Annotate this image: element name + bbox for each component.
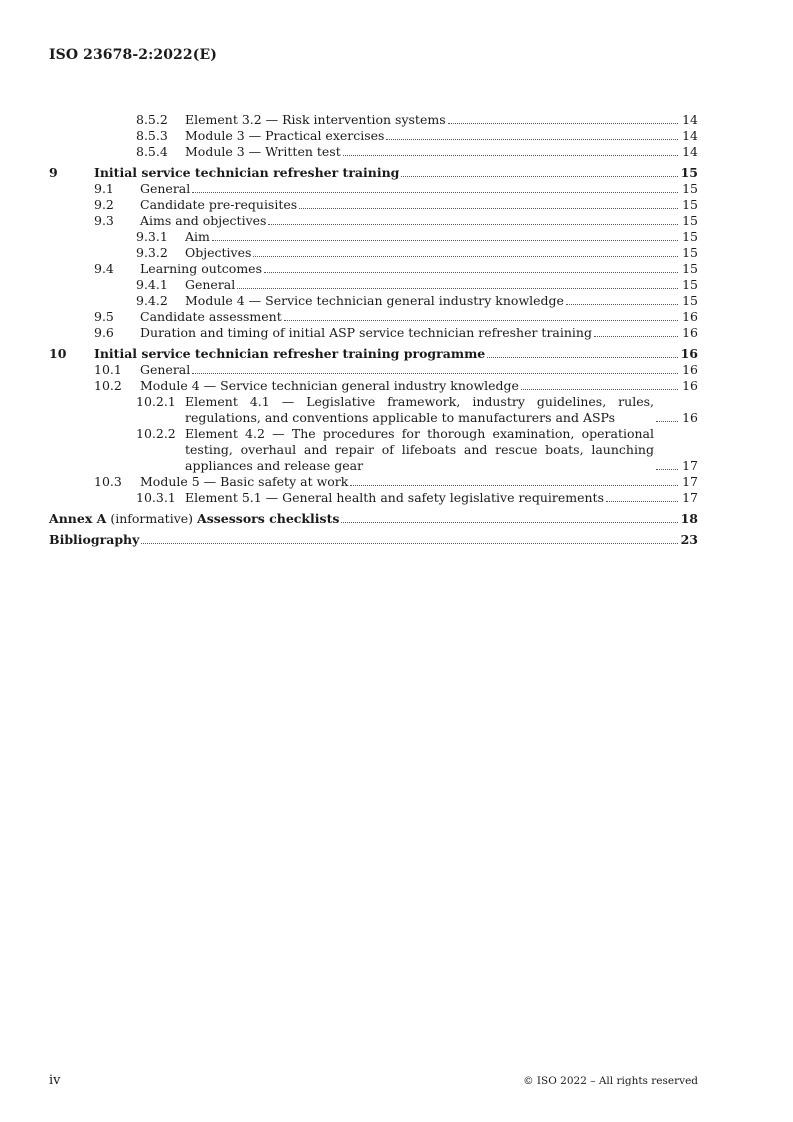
- dot-leader: [656, 469, 678, 470]
- toc-entry-number: 9.3.1: [136, 229, 168, 244]
- toc-entry-page: 15: [682, 245, 698, 260]
- toc-entry-page: 16: [682, 325, 698, 340]
- toc-entry[interactable]: [49, 346, 698, 362]
- dot-leader: [284, 320, 678, 321]
- toc-entry-number: 9.1: [94, 181, 114, 196]
- toc-entry-title: General: [140, 362, 191, 377]
- dot-leader: [192, 373, 678, 374]
- toc-entry-title: Learning outcomes: [140, 261, 262, 276]
- toc-entry[interactable]: [49, 213, 698, 229]
- toc-entry-title: Objectives: [185, 245, 252, 260]
- toc-entry-title: Element 4.2 — The procedures for thorough examination, operational testing, overhaul and repair of lifeboats and rescue boats, launching appliances and release gear: [185, 426, 654, 473]
- dot-leader: [656, 421, 678, 422]
- toc-entry-title: Aim: [185, 229, 210, 244]
- toc-entry-page: 17: [682, 474, 698, 489]
- dot-leader: [212, 240, 678, 241]
- toc-entry-number: 9.2: [94, 197, 114, 212]
- toc-entry-page: 15: [682, 213, 698, 228]
- toc-entry[interactable]: [49, 293, 698, 309]
- toc-entry[interactable]: [49, 197, 698, 213]
- toc-entry-page: 16: [682, 410, 698, 425]
- dot-leader: [606, 501, 678, 502]
- toc-entry-page: 15: [682, 277, 698, 292]
- dot-leader: [192, 192, 678, 193]
- toc-entry-page: 15: [682, 181, 698, 196]
- toc-entry[interactable]: [49, 532, 698, 548]
- toc-entry-page: 15: [682, 229, 698, 244]
- annex-prefix: Annex A: [49, 511, 107, 526]
- toc-entry-title: Module 5 — Basic safety at work: [140, 474, 349, 489]
- toc-entry-title: Element 3.2 — Risk intervention systems: [185, 112, 446, 127]
- toc-entry-page: 16: [682, 378, 698, 393]
- toc-entry-title: General: [185, 277, 236, 292]
- dot-leader: [141, 543, 678, 544]
- dot-leader: [521, 389, 678, 390]
- toc-entry-number: 9.3.2: [136, 245, 168, 260]
- toc-entry-page: 14: [682, 112, 698, 127]
- toc-entry[interactable]: [49, 277, 698, 293]
- toc-entry-page: 14: [682, 144, 698, 159]
- toc-entry[interactable]: [49, 490, 698, 506]
- toc-entry-number: 10.3: [94, 474, 122, 489]
- toc-entry-title: General: [140, 181, 191, 196]
- dot-leader: [237, 288, 678, 289]
- toc-entry-page: 15: [682, 197, 698, 212]
- toc-entry-page: 16: [682, 309, 698, 324]
- toc-entry-number: 10.3.1: [136, 490, 176, 505]
- toc-entry[interactable]: [49, 245, 698, 261]
- toc-entry-number: 9.3: [94, 213, 114, 228]
- document-header: ISO 23678-2:2022(E): [49, 47, 217, 63]
- copyright-notice: © ISO 2022 – All rights reserved: [523, 1075, 698, 1087]
- toc-entry[interactable]: [49, 112, 698, 128]
- toc-entry-number: 9.6: [94, 325, 114, 340]
- toc-entry-page: 15: [682, 261, 698, 276]
- dot-leader: [566, 304, 678, 305]
- toc-entry-title: [49, 511, 339, 527]
- toc-entry[interactable]: [49, 362, 698, 378]
- dot-leader: [350, 485, 678, 486]
- toc-entry[interactable]: [49, 144, 698, 160]
- toc-entry-title: Element 5.1 — General health and safety legislative requirements: [185, 490, 604, 505]
- toc-entry-page: 17: [682, 490, 698, 505]
- dot-leader: [253, 256, 678, 257]
- toc-entry-number: 10.2: [94, 378, 122, 393]
- toc-entry[interactable]: [49, 394, 698, 426]
- toc-entry[interactable]: [49, 229, 698, 245]
- dot-leader: [401, 176, 678, 177]
- dot-leader: [386, 139, 678, 140]
- toc-entry-number: 8.5.2: [136, 112, 168, 127]
- toc-entry-number: 9.4.1: [136, 277, 168, 292]
- toc-entry-title: Bibliography: [49, 532, 140, 547]
- annex-title: Assessors checklists: [197, 511, 340, 526]
- toc-entry-number: 8.5.3: [136, 128, 168, 143]
- dot-leader: [264, 272, 678, 273]
- toc-entry[interactable]: [49, 128, 698, 144]
- toc-entry-title: Candidate pre-requisites: [140, 197, 298, 212]
- toc-entry-number: 10.2.2: [136, 426, 176, 441]
- page-number: iv: [49, 1073, 61, 1088]
- toc-entry-title: Module 4 — Service technician general industry knowledge: [185, 293, 564, 308]
- toc-entry-title: Element 4.1 — Legislative framework, industry guidelines, rules, regulations, and conventions applicable to manufacturers and ASPs: [185, 394, 654, 425]
- toc-entry-title: Module 3 — Written test: [185, 144, 341, 159]
- toc-entry-page: 16: [682, 362, 698, 377]
- toc-entry[interactable]: [49, 165, 698, 181]
- toc-entry[interactable]: [49, 511, 698, 527]
- toc-entry-number: 9.4.2: [136, 293, 168, 308]
- toc-entry-page: 15: [682, 293, 698, 308]
- annex-label: (informative): [106, 511, 198, 526]
- toc-entry-title: Initial service technician refresher training programme: [94, 346, 486, 361]
- toc-entry-number: 9: [49, 165, 58, 180]
- toc-entry-page: 15: [680, 165, 698, 180]
- toc-entry-number: 10.1: [94, 362, 122, 377]
- toc-entry-title: Module 3 — Practical exercises: [185, 128, 385, 143]
- toc-entry-number: 9.5: [94, 309, 114, 324]
- table-of-contents: [49, 112, 698, 548]
- dot-leader: [341, 522, 678, 523]
- toc-entry-title: Initial service technician refresher training: [94, 165, 400, 180]
- toc-entry[interactable]: [49, 474, 698, 490]
- toc-entry-title: Duration and timing of initial ASP service technician refresher training: [140, 325, 592, 340]
- toc-entry-number: 8.5.4: [136, 144, 168, 159]
- dot-leader: [268, 224, 678, 225]
- dot-leader: [343, 155, 678, 156]
- toc-entry[interactable]: [49, 325, 698, 341]
- dot-leader: [594, 336, 678, 337]
- toc-entry[interactable]: [49, 261, 698, 277]
- toc-entry-title: Candidate assessment: [140, 309, 282, 324]
- toc-entry-page: 18: [680, 511, 698, 526]
- toc-entry-page: 16: [680, 346, 698, 361]
- toc-entry-number: 10: [49, 346, 67, 361]
- toc-entry-page: 14: [682, 128, 698, 143]
- toc-entry[interactable]: [49, 378, 698, 394]
- dot-leader: [448, 123, 678, 124]
- toc-entry-page: 17: [682, 458, 698, 473]
- dot-leader: [487, 357, 678, 358]
- toc-entry[interactable]: [49, 181, 698, 197]
- toc-entry-title: Module 4 — Service technician general industry knowledge: [140, 378, 519, 393]
- toc-entry-page: 23: [680, 532, 698, 547]
- toc-entry[interactable]: [49, 426, 698, 474]
- toc-entry[interactable]: [49, 309, 698, 325]
- toc-entry-number: 9.4: [94, 261, 114, 276]
- dot-leader: [299, 208, 678, 209]
- toc-entry-title: Aims and objectives: [140, 213, 267, 228]
- toc-entry-number: 10.2.1: [136, 394, 176, 409]
